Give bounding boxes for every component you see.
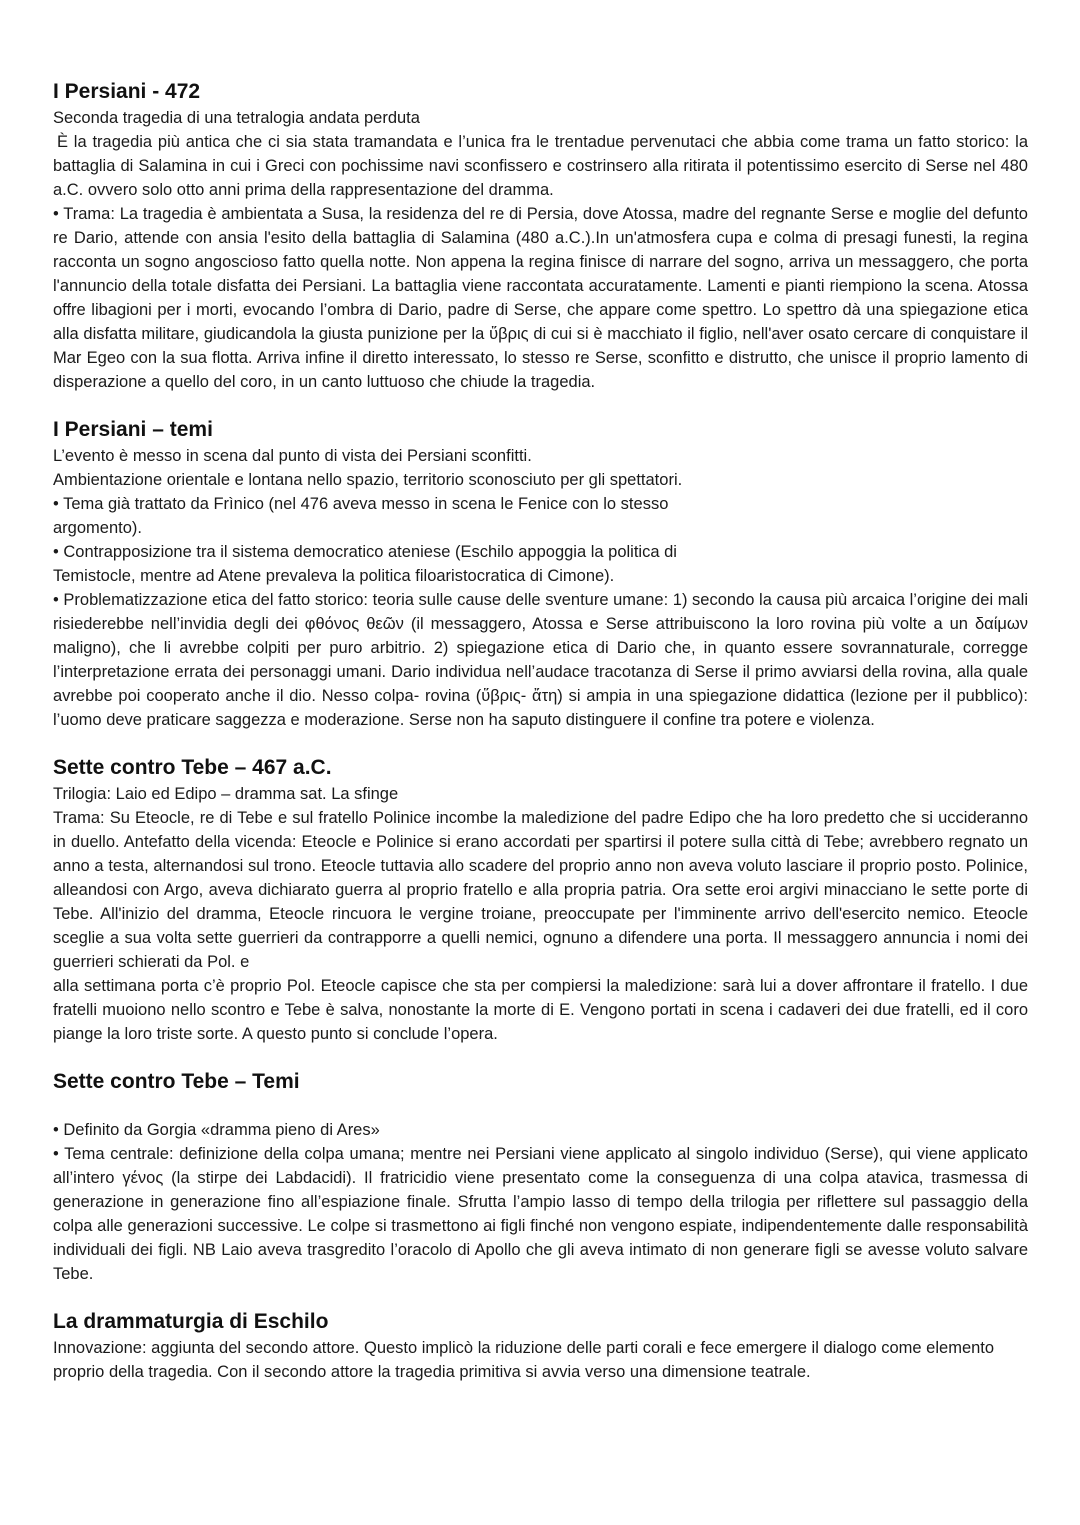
section-heading: I Persiani – temi [53,418,213,441]
section-persiani-temi [53,416,1028,732]
paragraph: Innovazione: aggiunta del secondo attore. Questo implicò la riduzione delle parti corali e fece emergere il dialogo come elemento proprio della tragedia. Con il secondo attore la tragedia primitiva si avvia verso una dimensione teatrale. [53,1339,995,1381]
section-drammaturgia [53,1308,1028,1384]
paragraph: argomento). [53,519,142,537]
paragraph: È la tragedia più antica che ci sia stata tramandata e l’unica fra le trentadue pervenutaci che abbia come trama un fatto storico: la battaglia di Salamina in cui i Greci con pochissime navi sconfissero e costrinsero alla ritirata il potentissimo esercito di Serse nel 480 a.C. ovvero solo otto anni prima della rappresentazione del dramma. [53,133,1028,199]
paragraph: • Definito da Gorgia «dramma pieno di Ares» [53,1121,380,1139]
section-heading: Sette contro Tebe – Temi [53,1070,300,1093]
paragraph: Ambientazione orientale e lontana nello spazio, territorio sconosciuto per gli spettatori. [53,471,683,489]
paragraph: Trilogia: Laio ed Edipo – dramma sat. La sfinge [53,785,399,803]
paragraph: Temistocle, mentre ad Atene prevaleva la politica filoaristocratica di Cimone). [53,567,615,585]
paragraph: Trama: Su Eteocle, re di Tebe e sul fratello Polinice incombe la maledizione del padre Edipo che ha loro predetto che si uccideranno in duello. Antefatto della vicenda: Eteocle e Polinice si erano accordati per spartirsi il potere sulla città di Tebe; avrebbero regnato un anno a testa, alternandosi sul trono. Eteocle tuttavia allo scadere del proprio anno non aveva voluto lasciare il proprio posto. Polinice, alleandosi con Argo, aveva dichiarato guerra al proprio fratello e alla propria patria. Ora sette eroi argivi minacciano le sette porte di Tebe. All'inizio del dramma, Eteocle rincuora le vergine troiane, preoccupate per l'imminente arrivo dell'esercito nemico. Eteocle sceglie a sua volta sette guerrieri da contrapporre a quelli nemici, ognuno a difendere una porta. Il messaggero annuncia i nomi dei guerrieri schierati da Pol. e [53,809,1028,971]
paragraph: alla settimana porta c’è proprio Pol. Eteocle capisce che sta per compiersi la maledizione: sarà lui a dover affrontare il fratello. I due fratelli muoiono nello scontro e Tebe è salva, nonostante la morte di E. Vengono portati in scena i cadaveri dei due fratelli, ed il coro piange la loro triste sorte. A questo punto si conclude l’opera. [53,977,1028,1043]
paragraph: • Tema già trattato da Frìnico (nel 476 aveva messo in scena le Fenice con lo stesso [53,495,669,513]
paragraph: • Trama: La tragedia è ambientata a Susa, la residenza del re di Persia, dove Atossa, madre del regnante Serse e moglie del defunto re Dario, attende con ansia l'esito della battaglia di Salamina (480 a.C.).In un'atmosfera cupa e colma di presagi funesti, la regina racconta un sogno angoscioso fatto quella notte. Non appena la regina finisce di narrare del sogno, arriva un messaggero, che porta l'annuncio della totale disfatta dei Persiani. La battaglia viene raccontata accuratamente. Lamenti e pianti riempiono la scena. Atossa offre libagioni per i morti, evocando l’ombra di Dario, padre di Serse, che appare come spettro. Lo spettro dà una spiegazione etica alla disfatta militare, giudicandola la giusta punizione per la ὕβρις di cui si è macchiato il figlio, nell'aver osato cercare di conquistare il Mar Egeo con la sua flotta. Arriva infine il diretto interessato, lo stesso re Serse, sconfitto e distrutto, che unisce il proprio lamento di disperazione a quello del coro, in un canto luttuoso che chiude la tragedia. [53,205,1028,391]
spacer [53,1096,1028,1118]
section-heading: La drammaturgia di Eschilo [53,1310,329,1333]
paragraph: L’evento è messo in scena dal punto di vista dei Persiani sconfitti. [53,447,532,465]
section-sette-contro-tebe-temi [53,1068,1028,1286]
section-persiani [53,78,1028,394]
paragraph: • Contrapposizione tra il sistema democratico ateniese (Eschilo appoggia la politica di [53,543,677,561]
section-heading: I Persiani - 472 [53,80,201,103]
section-heading: Sette contro Tebe – 467 a.C. [53,756,332,779]
paragraph: Seconda tragedia di una tetralogia andata perduta [53,109,420,127]
paragraph: • Tema centrale: definizione della colpa umana; mentre nei Persiani viene applicato al singolo individuo (Serse), qui viene applicato all’intero γένος (la stirpe dei Labdacidi). Il fratricidio viene presentato come la conseguenza di una colpa atavica, trasmessa di generazione in generazione fino all’espiazione finale. Sfrutta l’ampio lasso di tempo della trilogia per riflettere sul passaggio della colpa alle generazioni successive. Le colpe si trasmettono ai figli finché non vengono espiate, indipendentemente dalle responsabilità individuali dei figli. NB Laio aveva trasgredito l’oracolo di Apollo che gli aveva intimato di non generare figli se avesse voluto salvare Tebe. [53,1145,1028,1283]
paragraph: • Problematizzazione etica del fatto storico: teoria sulle cause delle sventure umane: 1) secondo la causa più arcaica l’origine dei mali risiederebbe nell’invidia degli dei φθόνος θεῶν (il messaggero, Atossa e Serse attribuiscono la loro rovina più volte a un δαίμων maligno), che li avrebbe colpiti per puro arbitrio. 2) spiegazione etica di Dario che, in quanto essere sovrannaturale, corregge l’interpretazione errata dei personaggi umani. Dario individua nell’audace tracotanza di Serse il primo avviarsi della rovina, alla quale avrebbe poi cooperato anche il dio. Nesso colpa- rovina (ὕβρις- ἄτη) si ampia in una spiegazione didattica (lezione per il pubblico): l’uomo deve praticare saggezza e moderazione. Serse non ha saputo distinguere il confine tra potere e violenza. [53,591,1028,729]
section-sette-contro-tebe [53,754,1028,1046]
